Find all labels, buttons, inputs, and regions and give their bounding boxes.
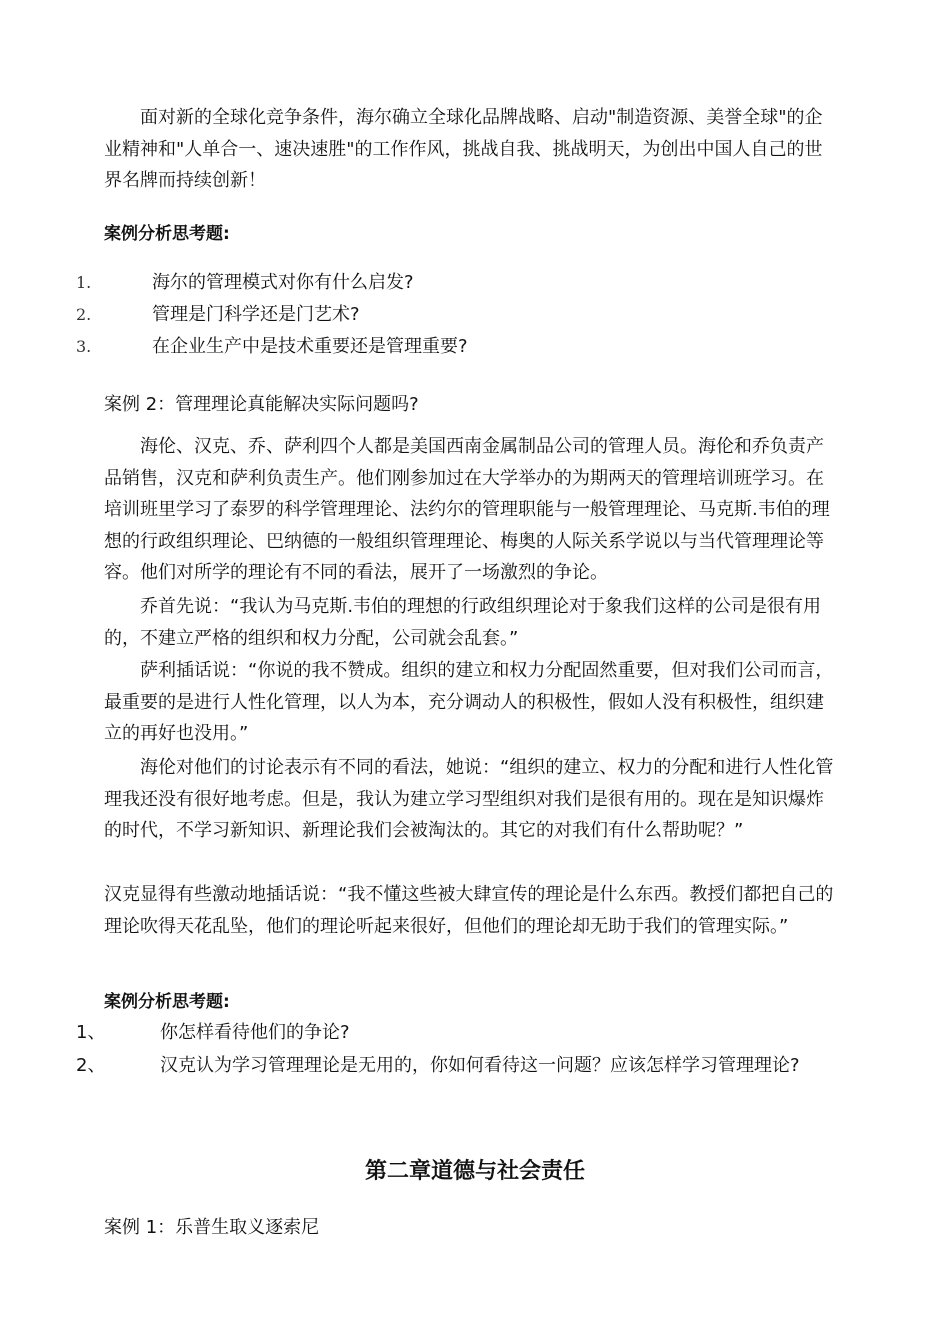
case2-question-1 [76,1021,350,1045]
question-text: 管理是门科学还是门艺术? [152,304,360,325]
case2-questions-heading: 案例分析思考题: [104,992,230,1012]
case1-question-3 [76,335,468,359]
question-number: 2. [76,305,92,324]
case2-paragraph-4: 海伦对他们的讨论表示有不同的看法，她说：“组织的建立、权力的分配和进行人性化管理我还没有很好地考虑。但是，我认为建立学习型组织对我们是很有用的。现在是知识爆炸的时代，不学习新知识、新理论我们会被淘汰的。其它的对我们有什么帮助呢？” [104,757,834,841]
question-number: 1. [76,273,92,292]
question-text: 在企业生产中是技术重要还是管理重要? [152,336,468,357]
chapter-title: 第二章道德与社会责任 [364,1159,585,1184]
question-number: 1、 [76,1022,106,1043]
case2-paragraph-5: 汉克显得有些激动地插话说：“我不懂这些被大肆宣传的理论是什么东西。教授们都把自己的理论吹得天花乱坠，他们的理论听起来很好，但他们的理论却无助于我们的管理实际。” [104,884,834,937]
question-number: 2、 [76,1055,106,1076]
case2-paragraph-3: 萨利插话说：“你说的我不赞成。组织的建立和权力分配固然重要，但对我们公司而言，最重要的是进行人性化管理，以人为本，充分调动人的积极性，假如人没有积极性，组织建立的再好也没用。” [104,660,834,744]
question-text: 汉克认为学习管理理论是无用的，你如何看待这一问题？应该怎样学习管理理论? [160,1055,800,1076]
case1-question-1 [76,271,414,295]
case2-paragraph-1: 海伦、汉克、乔、萨利四个人都是美国西南金属制品公司的管理人员。海伦和乔负责产品销售，汉克和萨利负责生产。他们刚参加过在大学举办的为期两天的管理培训班学习。在培训班里学习了泰罗的科学管理理论、法约尔的管理职能与一般管理理论、马克斯.韦伯的理想的行政组织理论、巴纳德的一般组织管理理论、梅奥的人际关系学说以与当代管理理论等容。他们对所学的理论有不同的看法，展开了一场激烈的争论。 [104,436,830,583]
intro-paragraph: 面对新的全球化竞争条件，海尔确立全球化品牌战略、启动"制造资源、美誉全球"的企业精神和"人单合一、速决速胜"的工作作风，挑战自我、挑战明天，为创出中国人自己的世界名牌而持续创新！ [104,107,823,191]
case2-paragraph-2: 乔首先说：“我认为马克斯.韦伯的理想的行政组织理论对于象我们这样的公司是很有用的，不建立严格的组织和权力分配，公司就会乱套。” [104,596,822,649]
chapter-case1-title: 案例 1：乐普生取义逐索尼 [104,1217,320,1238]
question-number: 3. [76,337,92,356]
case1-question-2 [76,303,360,327]
question-text: 你怎样看待他们的争论? [160,1022,350,1043]
case2-question-2 [76,1054,800,1078]
case1-questions-heading: 案例分析思考题: [104,224,230,244]
case2-title: 案例 2：管理理论真能解决实际问题吗? [104,394,419,415]
question-text: 海尔的管理模式对你有什么启发? [152,272,414,293]
